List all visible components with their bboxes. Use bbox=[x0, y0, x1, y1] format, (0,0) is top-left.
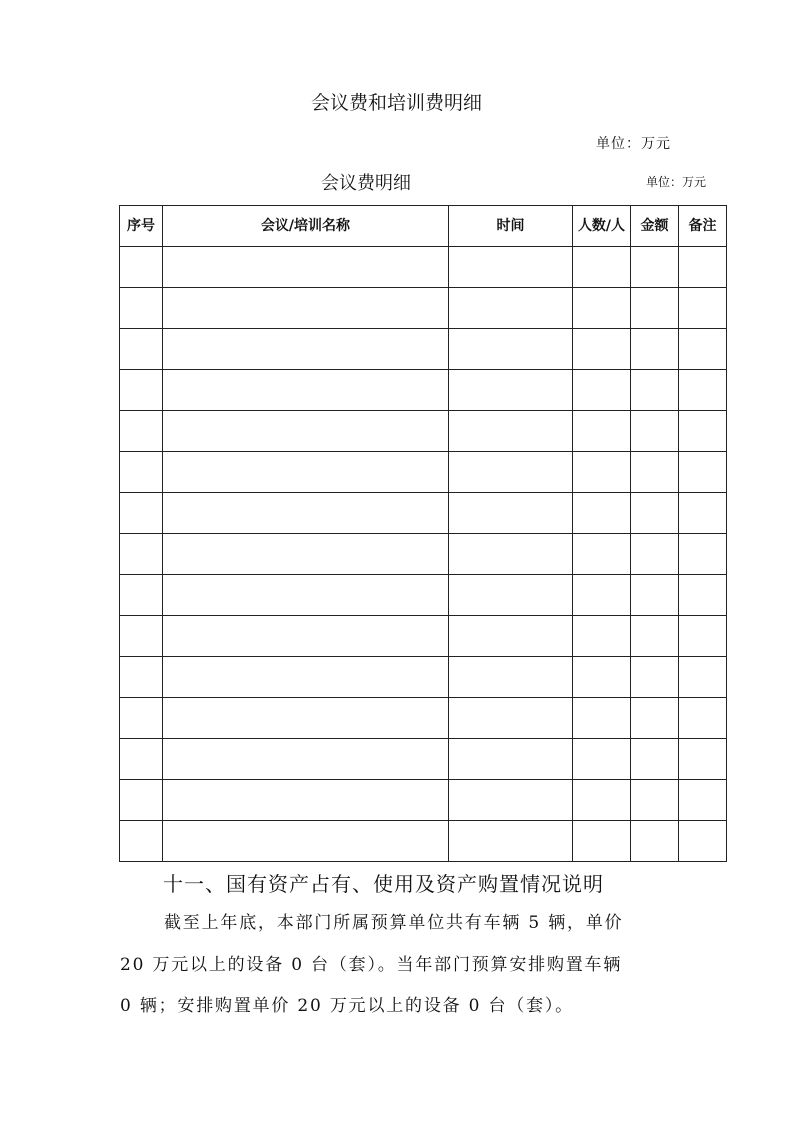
table-cell bbox=[449, 370, 573, 411]
table-cell bbox=[679, 370, 727, 411]
table-cell bbox=[679, 288, 727, 329]
table-cell bbox=[449, 739, 573, 780]
table-cell bbox=[679, 821, 727, 862]
meeting-expense-table bbox=[119, 205, 727, 862]
table-cell bbox=[631, 657, 679, 698]
table-cell bbox=[679, 657, 727, 698]
table-row bbox=[120, 247, 727, 288]
paragraph-line: 0 辆；安排购置单价 20 万元以上的设备 0 台（套）。 bbox=[120, 996, 574, 1016]
table-cell bbox=[573, 247, 631, 288]
table-cell bbox=[631, 780, 679, 821]
table-cell bbox=[573, 739, 631, 780]
table-cell bbox=[679, 780, 727, 821]
table-cell bbox=[679, 493, 727, 534]
header-headcount: 人数/人 bbox=[573, 206, 631, 247]
table-row bbox=[120, 821, 727, 862]
section-heading: 十一、国有资产占有、使用及资产购置情况说明 bbox=[163, 872, 604, 896]
table-cell bbox=[120, 329, 163, 370]
table-cell bbox=[449, 780, 573, 821]
table-cell bbox=[163, 493, 449, 534]
paragraph-line: 20 万元以上的设备 0 台（套）。当年部门预算安排购置车辆 bbox=[120, 955, 623, 975]
table-cell bbox=[631, 739, 679, 780]
table-cell bbox=[163, 616, 449, 657]
table-cell bbox=[573, 452, 631, 493]
table-cell bbox=[573, 821, 631, 862]
table-cell bbox=[631, 616, 679, 657]
table-cell bbox=[449, 534, 573, 575]
table-cell bbox=[631, 452, 679, 493]
header-meeting-name: 会议/培训名称 bbox=[163, 206, 449, 247]
table-cell bbox=[679, 616, 727, 657]
table-cell bbox=[573, 575, 631, 616]
table-cell bbox=[449, 288, 573, 329]
table-cell bbox=[679, 452, 727, 493]
table-cell bbox=[573, 698, 631, 739]
table-cell bbox=[573, 370, 631, 411]
table-cell bbox=[120, 534, 163, 575]
table-cell bbox=[163, 780, 449, 821]
header-time: 时间 bbox=[449, 206, 573, 247]
table-cell bbox=[449, 698, 573, 739]
table-cell bbox=[163, 657, 449, 698]
table-cell bbox=[449, 452, 573, 493]
table-cell bbox=[679, 534, 727, 575]
table-cell bbox=[163, 821, 449, 862]
table-cell bbox=[631, 411, 679, 452]
table-row bbox=[120, 616, 727, 657]
table-row bbox=[120, 411, 727, 452]
table-cell bbox=[163, 329, 449, 370]
table-cell bbox=[120, 698, 163, 739]
table-cell bbox=[573, 616, 631, 657]
table-cell bbox=[449, 575, 573, 616]
table-cell bbox=[573, 493, 631, 534]
table-cell bbox=[679, 411, 727, 452]
table-row bbox=[120, 698, 727, 739]
table-cell bbox=[120, 821, 163, 862]
table-cell bbox=[163, 411, 449, 452]
table-cell bbox=[120, 411, 163, 452]
table-row bbox=[120, 493, 727, 534]
table-cell bbox=[631, 288, 679, 329]
table-cell bbox=[449, 493, 573, 534]
table-cell bbox=[631, 370, 679, 411]
table-cell bbox=[120, 575, 163, 616]
table-title: 会议费明细 bbox=[321, 173, 411, 194]
table-cell bbox=[120, 657, 163, 698]
table-cell bbox=[120, 739, 163, 780]
table-cell bbox=[449, 616, 573, 657]
table-cell bbox=[163, 698, 449, 739]
table-row bbox=[120, 288, 727, 329]
table-cell bbox=[120, 780, 163, 821]
table-row bbox=[120, 739, 727, 780]
table-cell bbox=[573, 780, 631, 821]
table-cell bbox=[449, 821, 573, 862]
table-cell bbox=[631, 329, 679, 370]
table-cell bbox=[573, 657, 631, 698]
paragraph-line: 截至上年底，本部门所属预算单位共有车辆 5 辆，单价 bbox=[164, 913, 624, 933]
table-cell bbox=[631, 534, 679, 575]
table-cell bbox=[163, 739, 449, 780]
table-row bbox=[120, 370, 727, 411]
table-cell bbox=[449, 657, 573, 698]
table-cell bbox=[163, 288, 449, 329]
table-cell bbox=[120, 452, 163, 493]
document-title: 会议费和培训费明细 bbox=[310, 92, 482, 114]
table-cell bbox=[120, 247, 163, 288]
table-row bbox=[120, 657, 727, 698]
table-cell bbox=[573, 288, 631, 329]
header-serial-number: 序号 bbox=[120, 206, 163, 247]
header-amount: 金额 bbox=[631, 206, 679, 247]
table-cell bbox=[679, 739, 727, 780]
unit-label-top: 单位：万元 bbox=[596, 136, 671, 152]
table-cell bbox=[120, 616, 163, 657]
table-cell bbox=[163, 534, 449, 575]
table-cell bbox=[631, 247, 679, 288]
table-row bbox=[120, 780, 727, 821]
table-cell bbox=[163, 452, 449, 493]
table-cell bbox=[679, 698, 727, 739]
table-cell bbox=[631, 493, 679, 534]
table-body bbox=[120, 247, 727, 862]
table-cell bbox=[120, 370, 163, 411]
table-cell bbox=[120, 493, 163, 534]
table-row bbox=[120, 575, 727, 616]
table-cell bbox=[163, 370, 449, 411]
table-cell bbox=[163, 575, 449, 616]
table-cell bbox=[679, 247, 727, 288]
table-cell bbox=[573, 411, 631, 452]
table-cell bbox=[449, 411, 573, 452]
table-cell bbox=[449, 329, 573, 370]
table-cell bbox=[631, 698, 679, 739]
table-cell bbox=[679, 329, 727, 370]
table-cell bbox=[679, 575, 727, 616]
table-row bbox=[120, 452, 727, 493]
table-cell bbox=[120, 288, 163, 329]
table-cell bbox=[631, 821, 679, 862]
table-cell bbox=[573, 329, 631, 370]
table-row bbox=[120, 534, 727, 575]
unit-label-table: 单位：万元 bbox=[646, 175, 707, 189]
table-cell bbox=[631, 575, 679, 616]
table-row bbox=[120, 329, 727, 370]
table-header-row bbox=[120, 206, 727, 247]
header-remarks: 备注 bbox=[679, 206, 727, 247]
table-cell bbox=[163, 247, 449, 288]
table-cell bbox=[573, 534, 631, 575]
table-cell bbox=[449, 247, 573, 288]
